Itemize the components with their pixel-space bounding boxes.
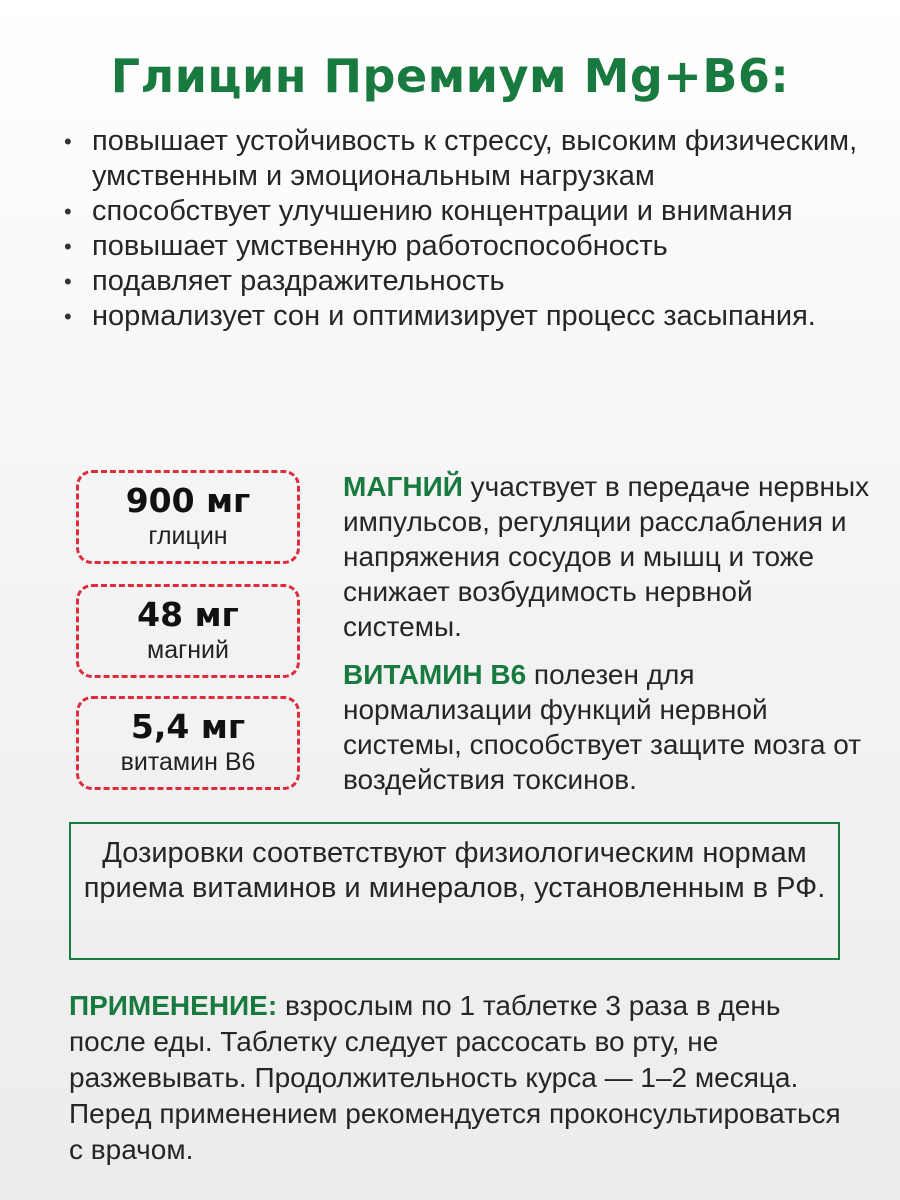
benefit-item: • подавляет раздражительность xyxy=(62,264,862,299)
usage-heading: ПРИМЕНЕНИЕ: xyxy=(69,990,278,1021)
benefit-item: • нормализует сон и оптимизирует процесс засыпания. xyxy=(62,299,862,334)
magnesium-heading: МАГНИЙ xyxy=(343,471,463,502)
vitamin-b6-text: полезен для нормализации функций нервной системы, способствует защите мозга от воздействия токсинов. xyxy=(343,659,862,795)
dose-box-glycine xyxy=(76,470,300,564)
vitamin-b6-description xyxy=(343,657,873,797)
page-title: Глицин Премиум Mg+B6: xyxy=(110,49,790,103)
benefit-item: • способствует улучшению концентрации и внимания xyxy=(62,194,862,229)
dose-label: глицин xyxy=(148,522,228,550)
dose-label: витамин B6 xyxy=(120,748,256,776)
benefits-list xyxy=(62,124,862,334)
usage-text: взрослым по 1 таблетке 3 раза в день после еды. Таблетку следует рассосать во рту, не разжевывать. Продолжительность курса — 1–2 месяца. Перед применением рекомендуется проконсультироваться с врачом. xyxy=(69,990,841,1165)
dose-amount: 900 мг xyxy=(125,481,251,520)
dose-label: магний xyxy=(147,636,229,664)
vitamin-b6-heading: ВИТАМИН B6 xyxy=(343,659,527,690)
usage-instructions xyxy=(69,988,859,1168)
dosage-notice-text: Дозировки соответствуют физиологическим нормам приема витаминов и минералов, установленным в РФ. xyxy=(83,837,826,904)
benefit-item: • повышает устойчивость к стрессу, высоким физическим, умственным и эмоциональным нагрузкам xyxy=(62,124,862,194)
dose-amount: 5,4 мг xyxy=(130,707,246,746)
dose-amount: 48 мг xyxy=(137,595,239,634)
magnesium-text: участвует в передаче нервных импульсов, регуляции расслабления и напряжения сосудов и мышц и тоже снижает возбудимость нервной системы. xyxy=(343,471,870,642)
benefit-item: • повышает умственную работоспособность xyxy=(62,229,862,264)
dose-box-vitamin-b6 xyxy=(76,696,300,790)
dose-box-magnesium xyxy=(76,584,300,678)
magnesium-description xyxy=(343,469,873,644)
dosage-notice xyxy=(69,822,840,960)
